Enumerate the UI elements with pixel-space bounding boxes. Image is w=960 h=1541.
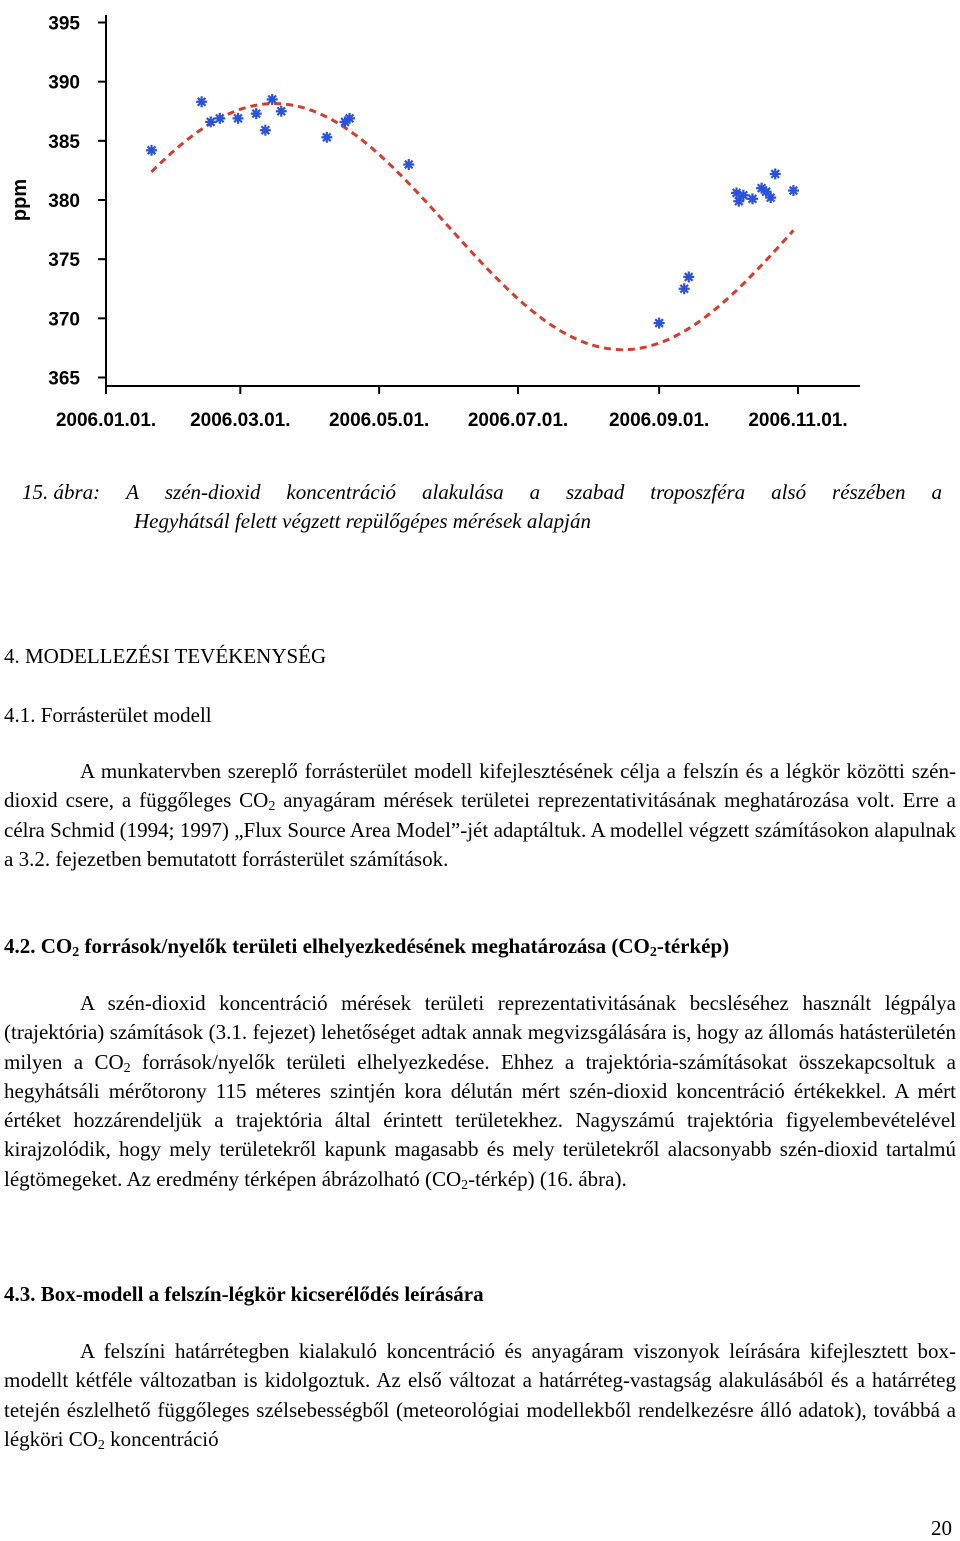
data-point [747,193,758,204]
co2-scatter-chart [0,0,960,445]
section-4-1-heading: 4.1. Forrásterület modell [4,703,212,727]
data-point [788,185,799,196]
data-point [765,192,776,203]
y-axis-label: ppm [9,178,31,222]
s41-text-b: anyagáram mérések területei reprezentativitásának meghatározása volt. Erre a célra Schmid (1994; 1997) „Flux Source Area Model”-jét adaptáltuk. A modellel végzett számításokon alapulnak a 3.2. fejezetben bemutatott forrásterület számítások. [4,788,956,871]
x-tick-label: 2006.09.01. [608,410,710,431]
caption-word: szén-dioxid [164,480,261,504]
data-point [679,283,690,294]
y-tick-label: 395 [48,13,80,35]
caption-line-1 [0,478,960,507]
caption-word: alakulása [421,480,504,504]
data-point [654,318,665,329]
s42-text-b: források/nyelők területi elhelyezkedése. Ehhez a trajektória-számításokat összekapcsoltuk a hegyhátsáli mérőtorony 115 méteres szintjén kora délután mért szén-dioxid koncentráció értékekkel. A mért értéket hozzárendeljük a trajektória által érintett területekhez. Nagyszámú trajektória figyelembevételével kirajzolódik, hogy mely területekről kapunk magasabb és mely területekről alacsonyabb szén-dioxid tartalmú légtömegeket. Az eredmény térképen ábrázolható (CO [4,1049,956,1191]
s42-title-a: 4.2. CO [4,934,73,958]
fit-curve-line [152,104,794,350]
data-point [344,113,355,124]
data-point [683,271,694,282]
section-4-3-paragraph [4,1337,956,1454]
x-tick-labels [56,386,848,431]
caption-word: troposzféra [650,480,746,504]
page-number: 20 [931,1516,952,1540]
caption-word: részében [832,480,906,504]
subscript-2: 2 [72,945,80,960]
x-tick-label: 2006.03.01. [190,410,291,431]
caption-word: A [126,480,139,504]
data-point [321,132,332,143]
caption-word: alsó [771,480,807,504]
subscript-2: 2 [268,799,276,815]
caption-word: koncentráció [286,480,397,504]
data-point [214,113,225,124]
x-tick-label: 2006.11.01. [748,410,848,431]
s41-text-a: A munkatervben szereplő forrásterület modell kifejlesztésének célja a felszín és a légkör közötti szén-dioxid csere, a függőleges CO [4,759,956,813]
section-4-2-heading [4,932,729,960]
s43-text-a: A felszíni határrétegben kialakuló koncentráció és anyagáram viszonyok leírására kifejlesztett box-modellt kétféle változatban is kidolgoztuk. Az első változat a határréteg-vastagság alakulásából és a határréteg tetején észlelhető függőleges szélsebességből (meteorológiai modellekből rendelkezésre álló adatok), továbbá a légköri CO [4,1339,956,1451]
y-tick-label: 375 [48,250,80,272]
data-point [146,145,157,156]
chart-axes [106,15,860,386]
x-tick-label: 2006.07.01. [467,410,569,431]
s42-title-b: források/nyelők területi elhelyezkedésének meghatározása (CO [79,934,650,958]
data-point [196,96,207,107]
data-point [251,108,262,119]
section-4-1-paragraph [4,757,956,874]
s42-text-c: -térkép) (16. ábra). [468,1166,627,1191]
y-tick-label: 380 [48,191,80,212]
y-tick-label: 390 [48,72,80,94]
x-tick-label: 2006.01.01. [55,410,157,431]
data-point [267,94,278,105]
section-4-heading: 4. MODELLEZÉSI TEVÉKENYSÉG [4,644,327,668]
caption-word: a [529,480,541,504]
caption-line-2: Hegyhátsál felett végzett repülőgépes mérések alapján [134,509,592,533]
caption-word: szabad [565,480,625,504]
data-point [770,168,781,179]
y-tick-label: 385 [48,131,80,153]
subscript-2: 2 [97,1437,105,1453]
y-tick-label: 365 [48,368,80,390]
data-point [233,113,244,124]
subscript-2: 2 [123,1060,131,1076]
s42-title-c: -térkép) [656,934,730,958]
data-point [260,125,271,136]
caption-number: 15. ábra: [22,480,101,504]
caption-word: a [931,480,942,504]
data-points [146,94,799,329]
data-point [403,159,414,170]
data-point [276,106,287,117]
section-4-3-heading: 4.3. Box-modell a felszín-légkör kicserélődés leírására [4,1282,484,1306]
s42-text-a: A szén-dioxid koncentráció mérések területi reprezentativitásának becsléséhez használt légpálya (trajektória) számítások (3.1. fejezet) lehetőséget adtak annak megvizsgálására is, hogy az állomás hatásterületén milyen a CO [4,991,956,1074]
subscript-2: 2 [461,1177,469,1193]
subscript-2: 2 [649,945,657,960]
x-tick-label: 2006.05.01. [328,410,430,431]
s43-text-b: koncentráció [104,1426,219,1451]
y-tick-labels [48,14,106,390]
y-tick-label: 370 [48,309,80,331]
section-4-2-paragraph [4,989,956,1194]
figure-caption [0,478,960,536]
